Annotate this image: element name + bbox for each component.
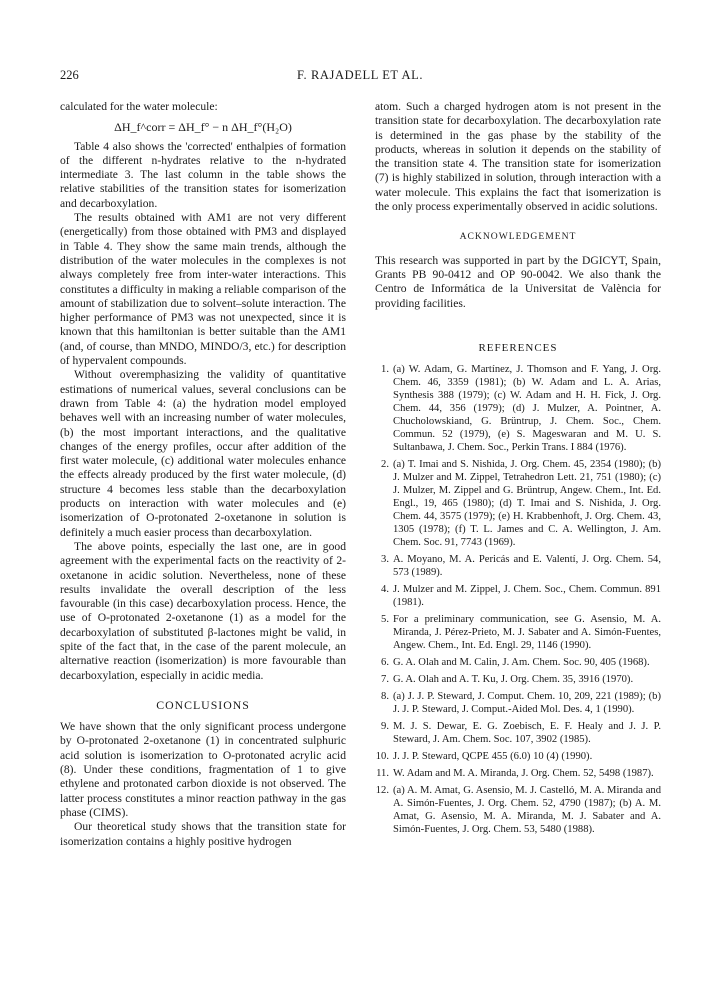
right-column (375, 100, 661, 840)
reference-text: For a preliminary communication, see G. Asensio, M. A. Miranda, J. Pérez-Prieto, M. J. Sabater and A. Simón-Fuentes, Angew. Chem., Int. Ed. Engl. 29, 1146 (1990). (393, 614, 661, 652)
enthalpy-equation: ΔH_f^corr = ΔH_f° − n ΔH_f°(H₂O) (114, 120, 292, 135)
reference-number: 4. (381, 584, 389, 596)
reference-number: 5. (381, 614, 389, 626)
reference-item (375, 553, 661, 579)
intro-line: calculated for the water molecule: (60, 100, 218, 113)
reference-text: A. Moyano, M. A. Pericás and E. Valentí, J. Org. Chem. 54, 573 (1989). (393, 554, 661, 579)
reference-number: 6. (381, 657, 389, 669)
reference-item (375, 458, 661, 549)
paragraph-continued: atom. Such a charged hydrogen atom is not present in the transition state for decarboxylation. The decarboxylation rate is determined in the gas phase by the stability of the products, whereas in solution it depends on the stability of the transition state 4. The transition state for isomerization (7) is highly stabilized in solution, through interaction with a water molecule. This explains the fact that isomerization is the only process experimentally observed in acidic solutions. (375, 100, 661, 214)
reference-number: 9. (381, 721, 389, 733)
left-column (60, 100, 346, 849)
reference-text: J. J. P. Steward, QCPE 455 (6.0) 10 (4) (1990). (393, 751, 593, 763)
reference-number: 3. (381, 554, 389, 566)
page-number: 226 (60, 68, 79, 82)
reference-item (375, 656, 661, 669)
reference-text: (a) W. Adam, G. Martínez, J. Thomson and F. Yang, J. Org. Chem. 46, 3359 (1981); (b) W. Adam and L. A. Arias, Synthesis 388 (1979); (c) W. Adam and H. H. Fick, J. Org. Chem. 44, 356 (1979); (d) J. Mulzer, A. Pointner, A. Chucholowskiand, G. Brüntrup, J. Chem. Soc., Chem. Commun. 52 (1979), (e) S. Mageswaran and M. U. S. Sultanbawa, J. Chem. Soc., Perkin Trans. I 884 (1976). (393, 364, 661, 454)
page-header (60, 68, 660, 86)
reference-number: 8. (381, 691, 389, 703)
reference-item (375, 583, 661, 609)
conclusions-heading: CONCLUSIONS (156, 697, 250, 712)
reference-text: G. A. Olah and M. Calin, J. Am. Chem. Soc. 90, 405 (1968). (393, 657, 650, 669)
reference-item (375, 784, 661, 836)
reference-item (375, 690, 661, 716)
paragraph-theoretical-study: Our theoretical study shows that the transition state for isomerization contains a highly positive hydrogen (60, 820, 346, 848)
reference-number: 12. (375, 785, 389, 797)
acknowledgement-text: This research was supported in part by the DGICYT, Spain, Grants PB 90-0412 and OP 90-0042. We also thank the Centro de Informática de la Universitat de València for providing facilities. (375, 253, 661, 310)
paragraph-am1-results: The results obtained with AM1 are not very different (energetically) from those obtained with PM3 and displayed in Table 4. They show the same main trends, although the distribution of the water molecules in the complexes is not always completely free from inter-water interactions. This constitutes a difficulty in making a reliable comparison of the amount of stabilization due to solvent–solute interaction. The higher performance of PM3 was not unexpected, since it is known that this hamiltonian is better suitable than the AM1 (and, of course, than MNDO, MINDO/3, etc.) for description of hypervalent compounds. (60, 211, 346, 368)
references-heading: REFERENCES (478, 341, 558, 354)
reference-list (375, 363, 661, 836)
reference-item (375, 363, 661, 454)
reference-item (375, 673, 661, 686)
acknowledgement-heading: ACKNOWLEDGEMENT (459, 231, 577, 243)
reference-text: W. Adam and M. A. Miranda, J. Org. Chem. 52, 5498 (1987). (393, 768, 654, 780)
reference-item (375, 750, 661, 763)
reference-text: (a) T. Imai and S. Nishida, J. Org. Chem. 45, 2354 (1980); (b) J. Mulzer and M. Zippel, Tetrahedron Lett. 21, 751 (1980); (c) J. Mulzer, M. Zippel and G. Brüntrup, Angew. Chem., Int. Ed. Engl., 19, 465 (1980); (d) T. Imai and S. Nishida, J. Org. Chem. 44, 3575 (1979); (e) H. Krabbenhoft, J. Org. Chem. 43, 1305 (1978); (f) T. L. James and C. A. Wellington, J. Am. Chem. Soc. 91, 7743 (1969). (393, 459, 661, 549)
paragraph-conclusions: We have shown that the only significant process undergone by O-protonated 2-oxetanone (1) in concentrated sulphuric acid solution is isomerization to O-protonated acrylic acid (8). Under these conditions, fragmentation of 1 to give ethylene and protonated carbon dioxide is not observed. The latter process constitutes a minor reaction pathway in the gas phase (CIMS). (60, 720, 346, 819)
reference-text: G. A. Olah and A. T. Ku, J. Org. Chem. 35, 3916 (1970). (393, 674, 634, 686)
paragraph-agreement: The above points, especially the last one, are in good agreement with the experimental facts on the reactivity of 2-oxetanone in acidic solution. Nevertheless, none of these results invalidate the overall description of the less favourable (in this case) decarboxylation process. Hence, the use of O-protonated 2-oxetanone (1) as a model for the decarboxylation of substituted β-lactones might be valid, in spite of the fact that, in the case of the parent molecule, an alternative reaction (isomerization) is more favourable than decarboxylation, especially in acidic media. (60, 539, 346, 682)
paragraph-table4: Table 4 also shows the 'corrected' enthalpies of formation of the different n-hydrates relative to the n-hydrated intermediate 3. The last column in the table shows the relative stabilities of the transition states for isomerization and decarboxylation. (60, 139, 346, 210)
paragraph-conclusions-list: Without overemphasizing the validity of quantitative estimations of numerical values, several conclusions can be drawn from Table 4: (a) the hydration model employed behaves well with an increasing number of water molecules, (b) the most important interactions, and the qualitative changes of the energy profiles, occur after addition of the first water molecule, (c) additional water molecules enhance the effects already produced by the first water molecule, (d) structure 4 becomes less stable than the decarboxylation products on interaction with water molecules and (e) isomerization of O-protonated 2-oxetanone in solution is definitely a much easier process than decarboxylation. (60, 368, 346, 539)
reference-text: M. J. S. Dewar, E. G. Zoebisch, E. F. Healy and J. J. P. Steward, J. Am. Chem. Soc. 107, 3902 (1985). (393, 721, 661, 746)
reference-number: 11. (376, 768, 389, 780)
reference-number: 1. (381, 364, 389, 376)
reference-item (375, 613, 661, 652)
reference-number: 10. (375, 751, 389, 763)
reference-text: (a) J. J. P. Steward, J. Comput. Chem. 10, 209, 221 (1989); (b) J. J. P. Steward, J. Comput.-Aided Mol. Des. 4, 1 (1990). (393, 691, 661, 716)
reference-text: (a) A. M. Amat, G. Asensio, M. J. Castelló, M. A. Miranda and A. Simón-Fuentes, J. Org. Chem. 52, 4790 (1987); (b) A. M. Amat, G. Asensio, M. A. Miranda, M. J. Sabater and A. Simón-Fuentes, J. Org. Chem. 53, 5480 (1988). (393, 785, 661, 836)
reference-item (375, 767, 661, 780)
reference-number: 2. (381, 459, 389, 471)
reference-item (375, 720, 661, 746)
reference-text: J. Mulzer and M. Zippel, J. Chem. Soc., Chem. Commun. 891 (1981). (393, 584, 661, 609)
reference-number: 7. (381, 674, 389, 686)
running-head: F. RAJADELL ET AL. (296, 68, 424, 82)
